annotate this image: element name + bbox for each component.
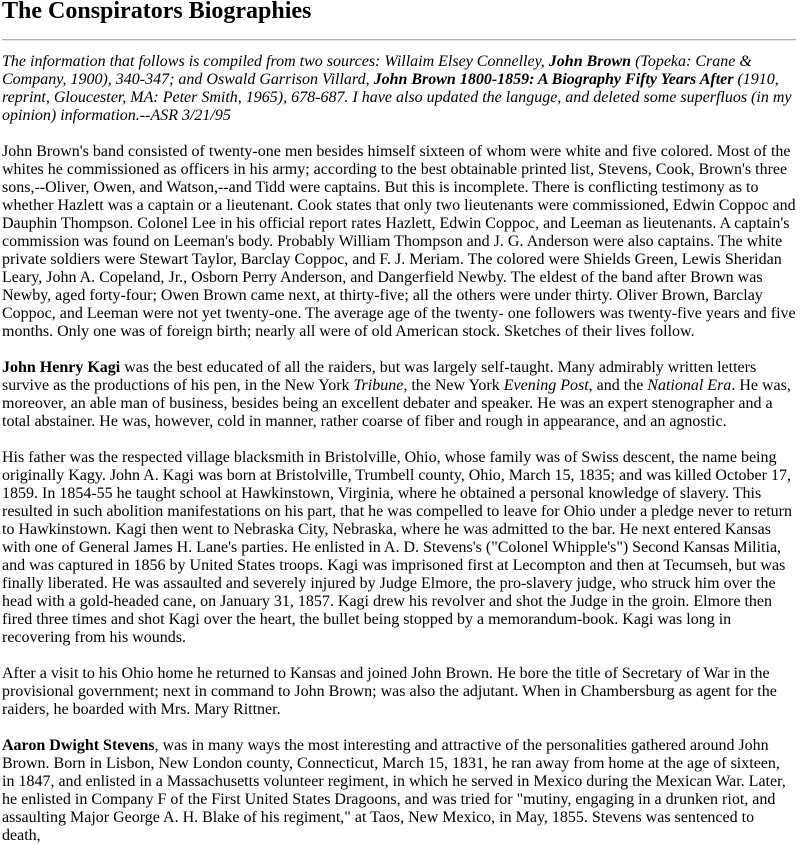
divider — [2, 39, 796, 41]
page-title: The Conspirators Biographies — [2, 0, 312, 24]
text: , and the — [588, 377, 648, 394]
person-name: Aaron Dwight Stevens — [2, 737, 155, 754]
kagi-later-paragraph: After a visit to his Ohio home he returned to Kansas and joined John Brown. He bore the title of Secretary of War in the provisional government; next in command to John Brown; was also the adjutant. When in Chambersburg as agent for the raiders, he boarded with Mrs. Mary Rittner. — [2, 665, 777, 718]
publication: Evening Post — [503, 377, 589, 394]
text: (Topeka: Crane & Company, 1900), 340-347; and Oswald Garrison Villard, — [2, 53, 752, 88]
text: , the New York — [403, 377, 504, 394]
publication: Tribune — [353, 377, 404, 394]
kagi-paragraph — [2, 359, 796, 431]
book-title: John Brown 1800-1859: A Biography Fifty Years After — [373, 71, 734, 88]
text: was the best educated of all the raiders, but was largely self-taught. Many admirably written letters survive as the productions of his pen, in the New York — [2, 359, 757, 394]
book-title: John Brown — [548, 53, 632, 70]
text: The information that follows is compiled from two sources: Willaim Elsey Connelley, — [2, 53, 549, 70]
kagi-background-paragraph: His father was the respected village blacksmith in Bristolville, Ohio, whose family was of Swiss descent, the name being originally Kagy. John A. Kagi was born at Bristolville, Trumbell county, Ohio, March 15, 1835; and was killed October 17, 1859. In 1854-55 he taught school at Hawkinstown, Virginia, where he obtained a personal knowledge of slavery. This resulted in such abolition manifestations on his part, that he was compelled to leave for Ohio under a pledge never to return to Hawkinstown. Kagi then went to Nebraska City, Nebraska, where he was admitted to the bar. He next entered Kansas with one of General James H. Lane's parties. He enlisted in A. D. Stevens's ("Colonel Whipple's") Second Kansas Militia, and was captured in 1856 by United States troops. Kagi was imprisoned first at Lecompton and then at Tecumseh, but was finally liberated. He was assaulted and severely injured by Judge Elmore, the pro-slavery judge, who struck him over the head with a gold-headed cane, on January 31, 1857. Kagi drew his revolver and shot the Judge in the groin. Elmore then fired three times and shot Kagi over the heart, the bullet being stopped by a memorandum-book. Kagi was long in recovering from his wounds. — [2, 449, 792, 646]
text: , was in many ways the most interesting and attractive of the personalities gathered around John Brown. Born in Lisbon, New London county, Connecticut, March 15, 1831, he ran away from home at the age of sixteen, in 1847, and enlisted in a Massachusetts volunteer regiment, in which he served in Mexico during the Mexican War. Later, he enlisted in Company F of the First United States Dragoons, and was tried for "mutiny, engaging in a drunken riot, and assaulting Major George A. H. Blake of his regiment," at Taos, New Mexico, in May, 1855. Stevens was sentenced to death, — [2, 737, 786, 844]
text: . He was, moreover, an able man of business, besides being an excellent debater and speaker. He was an expert stenographer and a total abstainer. He was, however, cold in manner, rather coarse of fiber and rough in appearance, and an agnostic. — [2, 377, 791, 430]
sources-note — [2, 53, 796, 125]
publication: National Era — [647, 377, 732, 394]
band-overview-paragraph: John Brown's band consisted of twenty-one men besides himself sixteen of whom were white and five colored. Most of the whites he commissioned as officers in his army; according to the best obtainable printed list, Stevens, Cook, Brown's three sons,--Oliver, Owen, and Watson,--and Tidd were captains. But this is incomplete. There is conflicting testimony as to whether Hazlett was a captain or a lieutenant. Cook states that only two lieutenants were commissioned, Edwin Coppoc and Dauphin Thompson. Colonel Lee in his official report rates Hazlett, Edwin Coppoc, and Leeman as lieutenants. A captain's commission was found on Leeman's body. Probably William Thompson and J. G. Anderson were also captains. The white private soldiers were Stewart Taylor, Barclay Coppoc, and F. J. Meriam. The colored were Shields Green, Lewis Sheridan Leary, John A. Copeland, Jr., Osborn Perry Anderson, and Dangerfield Newby. The eldest of the band after Brown was Newby, aged forty-four; Owen Brown came next, at thirty-five; all the others were under thirty. Oliver Brown, Barclay Coppoc, and Leeman were not yet twenty-one. The average age of the twenty- one followers was twenty-five years and five months. Only one was of foreign birth; nearly all were of old American stock. Sketches of their lives follow. — [2, 143, 796, 340]
stevens-paragraph — [2, 737, 796, 845]
text: (1910, reprint, Gloucester, MA: Peter Smith, 1965), 678-687. I have also updated the languge, and deleted some superfluos (in my opinion) information.--ASR 3/21/95 — [2, 71, 792, 124]
person-name: John Henry Kagi — [2, 359, 121, 376]
